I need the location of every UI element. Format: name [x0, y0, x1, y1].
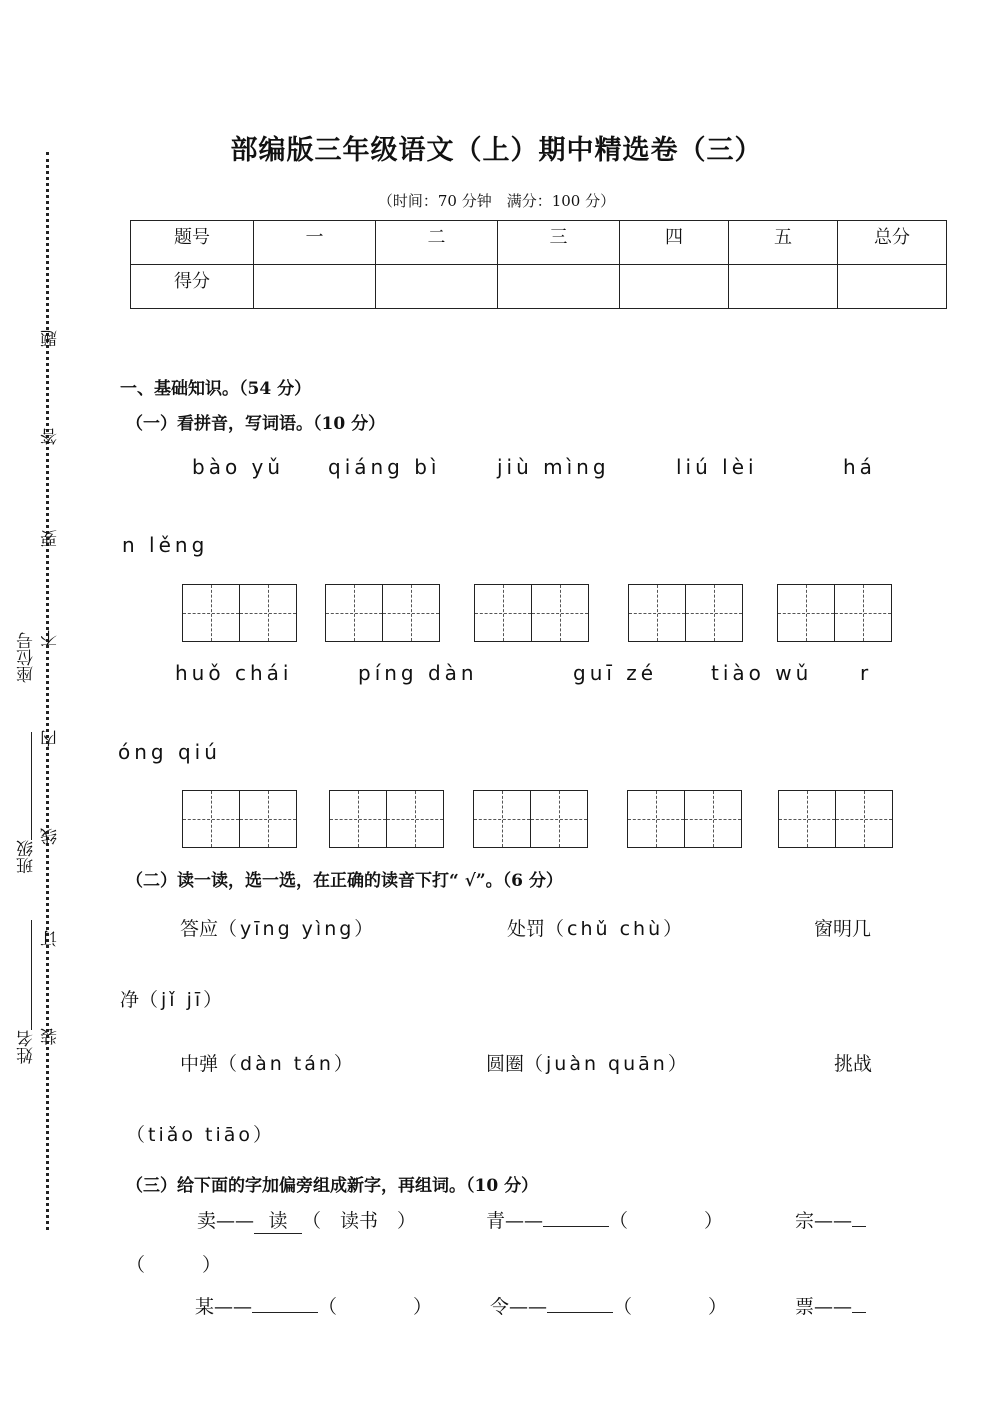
radical-item: [486, 1206, 723, 1233]
base-char: 卖——: [197, 1210, 255, 1232]
reading-item[interactable]: [834, 1049, 872, 1076]
radical-item: [490, 1292, 727, 1319]
reading-item[interactable]: [507, 914, 685, 941]
word-blank[interactable]: （ ）: [318, 1296, 433, 1318]
radical-item: [795, 1292, 866, 1319]
pinyin: n lěng: [122, 533, 209, 557]
pinyin: huǒ chái: [175, 661, 293, 685]
writing-grid[interactable]: [627, 790, 741, 848]
binding-char-yao: 要: [41, 530, 61, 547]
pinyin: qiáng bì: [328, 455, 441, 479]
reading-options: （dàn tán）: [218, 1053, 356, 1075]
name-blank: [31, 920, 32, 1030]
new-char-blank[interactable]: [547, 1312, 613, 1313]
section-heading: 一、基础知识。（54 分）: [120, 379, 312, 399]
score-cell[interactable]: [254, 265, 376, 309]
radical-item: [795, 1206, 866, 1233]
page-title: 部编版三年级语文（上）期中精选卷（三）: [230, 135, 763, 166]
word: 答应: [180, 918, 219, 940]
reading-options: （tiǎo tiāo）: [126, 1124, 276, 1146]
part1-heading: （一）看拼音，写词语。（10 分）: [126, 414, 386, 434]
reading-item[interactable]: [120, 985, 225, 1012]
pinyin: tiào wǔ: [711, 661, 813, 685]
binding-char-ti: 题: [41, 330, 61, 347]
reading-item[interactable]: [486, 1049, 690, 1076]
score-table-score-row: [131, 265, 947, 309]
pinyin: liú lèi: [676, 455, 758, 479]
score-cell[interactable]: [729, 265, 838, 309]
writing-grid[interactable]: [325, 584, 439, 642]
header-cell: 五: [729, 221, 838, 265]
pinyin: bào yǔ: [192, 455, 285, 479]
new-char-blank[interactable]: 读: [254, 1206, 302, 1234]
reading-options: （yīng yìng）: [218, 918, 377, 940]
word: 中弹: [180, 1053, 219, 1075]
new-char-blank[interactable]: [543, 1226, 609, 1227]
word: 净: [120, 989, 140, 1011]
pinyin: guī zé: [573, 661, 658, 685]
word-blank[interactable]: （ ）: [613, 1296, 728, 1318]
pinyin: jiù mìng: [497, 455, 610, 479]
word: 窗明几: [814, 918, 872, 940]
reading-item[interactable]: [180, 914, 376, 941]
exam-info: （时间：70 分钟 满分：100 分）: [377, 192, 616, 210]
reading-options: （chǔ chù）: [545, 918, 686, 940]
base-char: 令——: [490, 1296, 548, 1318]
pinyin: há: [843, 455, 876, 479]
word: 处罚: [507, 918, 546, 940]
word: 挑战: [834, 1053, 873, 1075]
pinyin: r: [860, 661, 873, 685]
word: 圆圈: [486, 1053, 525, 1075]
base-char: 票——: [795, 1296, 853, 1318]
binding-char-nei: 内: [41, 730, 61, 747]
reading-item[interactable]: [126, 1120, 275, 1147]
reading-options: （jǐ jī）: [139, 989, 226, 1011]
writing-grid[interactable]: [474, 584, 588, 642]
score-cell[interactable]: [838, 265, 947, 309]
part3-heading: （三）给下面的字加偏旁组成新字，再组词。（10 分）: [126, 1176, 539, 1196]
writing-grid[interactable]: [182, 584, 296, 642]
pinyin: píng dàn: [358, 661, 478, 685]
score-cell[interactable]: [620, 265, 729, 309]
binding-dotted-line: [46, 152, 49, 1230]
writing-grid[interactable]: [777, 584, 891, 642]
binding-char-bu: 不: [41, 630, 61, 647]
new-char-blank[interactable]: [252, 1312, 318, 1313]
class-blank: [31, 732, 32, 840]
header-cell: 三: [498, 221, 620, 265]
reading-item[interactable]: [180, 1049, 356, 1076]
score-cell[interactable]: [498, 265, 620, 309]
header-cell: 四: [620, 221, 729, 265]
word-blank[interactable]: （ 读书 ）: [302, 1210, 417, 1232]
header-cell: 一: [254, 221, 376, 265]
writing-grid[interactable]: [628, 584, 742, 642]
pinyin: óng qiú: [118, 740, 221, 764]
binding-char-zhuang: 装: [41, 1028, 61, 1045]
writing-grid[interactable]: [778, 790, 892, 848]
word-blank[interactable]: （ ）: [609, 1210, 724, 1232]
header-cell: 题号: [131, 221, 254, 265]
new-char-blank[interactable]: [852, 1226, 866, 1227]
writing-grid[interactable]: [473, 790, 587, 848]
binding-char-da: 答: [41, 428, 61, 445]
seat-label: 座位号: [17, 632, 37, 683]
score-cell[interactable]: [376, 265, 498, 309]
header-cell: 总分: [838, 221, 947, 265]
reading-options: （juàn quān）: [524, 1053, 690, 1075]
radical-item: [197, 1206, 416, 1234]
part2-heading: （二）读一读，选一选，在正确的读音下打“ √”。（6 分）: [126, 871, 563, 891]
reading-item[interactable]: [814, 914, 871, 941]
header-cell: 二: [376, 221, 498, 265]
new-char-blank[interactable]: [852, 1312, 866, 1313]
score-table-header-row: [131, 221, 947, 265]
base-char: 青——: [486, 1210, 544, 1232]
binding-char-ding: 订: [41, 930, 61, 947]
binding-char-xian: 线: [41, 828, 61, 845]
name-label: 姓名: [17, 1030, 37, 1064]
class-label: 班级: [17, 840, 37, 874]
radical-item: [195, 1292, 432, 1319]
writing-grid[interactable]: [182, 790, 296, 848]
row-label: 得分: [131, 265, 254, 309]
score-table: [130, 220, 947, 309]
base-char: 某——: [195, 1296, 253, 1318]
writing-grid[interactable]: [329, 790, 443, 848]
word-blank[interactable]: （ ）: [126, 1254, 222, 1276]
radical-item: [126, 1250, 221, 1277]
base-char: 宗——: [795, 1210, 853, 1232]
